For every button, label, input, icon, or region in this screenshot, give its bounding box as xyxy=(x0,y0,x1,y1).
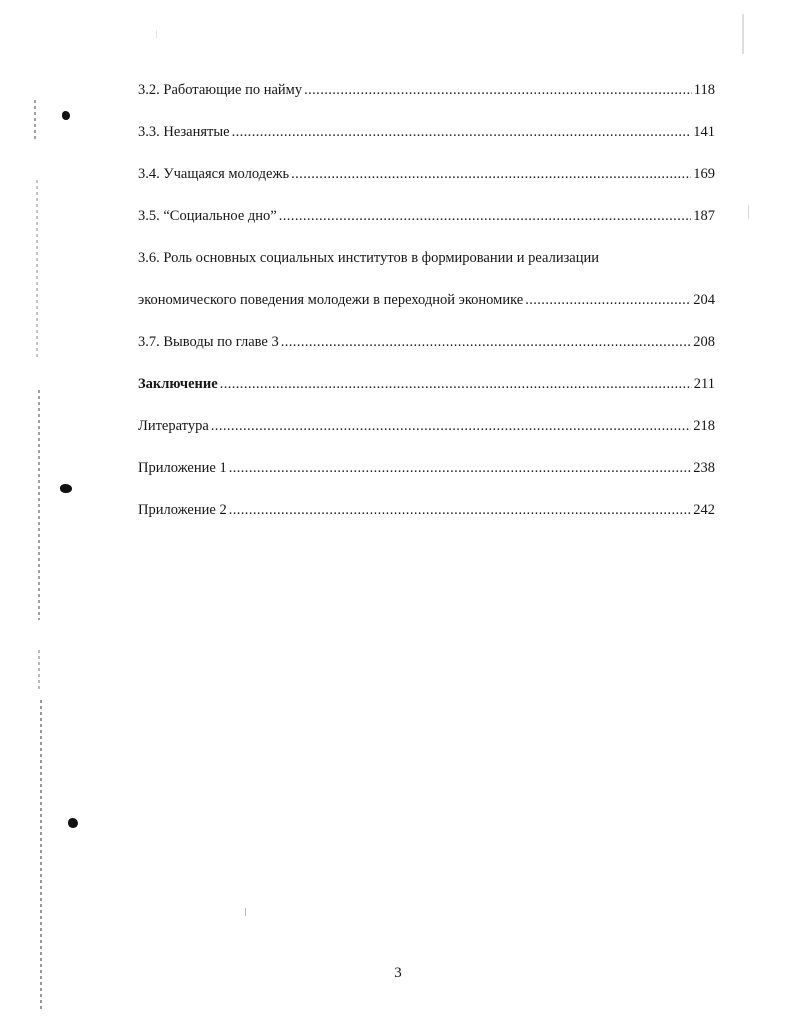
toc-entry-page: 208 xyxy=(693,334,715,350)
toc-leader-dots xyxy=(525,289,691,311)
scan-speck xyxy=(245,908,246,916)
toc-entry-page: 238 xyxy=(693,460,715,476)
toc-entry[interactable] xyxy=(138,205,715,247)
toc-entry-title-line2: экономического поведения молодежи в переходной экономике xyxy=(138,292,524,308)
toc-entry-page: 218 xyxy=(693,418,715,434)
scan-edge-artifact xyxy=(38,390,40,620)
toc-leader-dots xyxy=(291,163,691,185)
scan-edge-artifact xyxy=(40,700,42,1010)
toc-entry-title: Приложение 2 xyxy=(138,502,227,518)
toc-leader-dots xyxy=(279,205,692,227)
scan-speck xyxy=(742,14,744,54)
toc-entry[interactable] xyxy=(138,499,715,541)
toc-leader-dots xyxy=(220,373,692,395)
toc-entry-page: 211 xyxy=(693,376,715,392)
toc-entry-page: 118 xyxy=(693,82,715,98)
punch-hole-mark xyxy=(68,818,78,828)
toc-entry-first-line[interactable] xyxy=(138,247,715,289)
toc-leader-dots xyxy=(304,79,692,101)
toc-leader-dots xyxy=(211,415,691,437)
scan-speck xyxy=(156,30,157,38)
toc-entry-title: 3.4. Учащаяся молодежь xyxy=(138,166,290,182)
toc-entry-title: 3.5. “Социальное дно” xyxy=(138,208,277,224)
toc-entry-page: 242 xyxy=(693,502,715,518)
toc-entry-title: Литература xyxy=(138,418,209,434)
toc-entry-page: 187 xyxy=(693,208,715,224)
toc-entry[interactable] xyxy=(138,79,715,121)
toc-entry-page: 204 xyxy=(693,292,715,308)
toc-entry[interactable] xyxy=(138,121,715,163)
toc-entry[interactable] xyxy=(138,457,715,499)
table-of-contents xyxy=(138,79,715,541)
toc-entry-title: 3.7. Выводы по главе 3 xyxy=(138,334,279,350)
toc-entry-title: Заключение xyxy=(138,376,218,392)
toc-entry-title: 3.3. Незанятые xyxy=(138,124,230,140)
toc-entry-title: 3.2. Работающие по найму xyxy=(138,82,303,98)
toc-entry[interactable] xyxy=(138,373,715,415)
toc-entry-page: 169 xyxy=(693,166,715,182)
toc-entry-title-line1: 3.6. Роль основных социальных институтов в формировании и реализации xyxy=(138,250,600,266)
toc-entry-page: 141 xyxy=(693,124,715,140)
toc-entry[interactable] xyxy=(138,331,715,373)
punch-hole-mark xyxy=(62,111,70,120)
toc-leader-dots xyxy=(232,121,692,143)
toc-entry[interactable] xyxy=(138,163,715,205)
scan-edge-artifact xyxy=(34,100,36,140)
scan-speck xyxy=(748,205,749,219)
scan-edge-artifact xyxy=(36,180,38,360)
toc-leader-dots xyxy=(229,499,692,521)
punch-hole-mark xyxy=(60,484,72,493)
toc-entry[interactable] xyxy=(138,415,715,457)
scan-edge-artifact xyxy=(38,650,40,690)
page-number: 3 xyxy=(394,965,402,981)
toc-entry-title: Приложение 1 xyxy=(138,460,227,476)
toc-leader-dots xyxy=(229,457,692,479)
toc-leader-dots xyxy=(281,331,692,353)
toc-entry[interactable] xyxy=(138,289,715,331)
